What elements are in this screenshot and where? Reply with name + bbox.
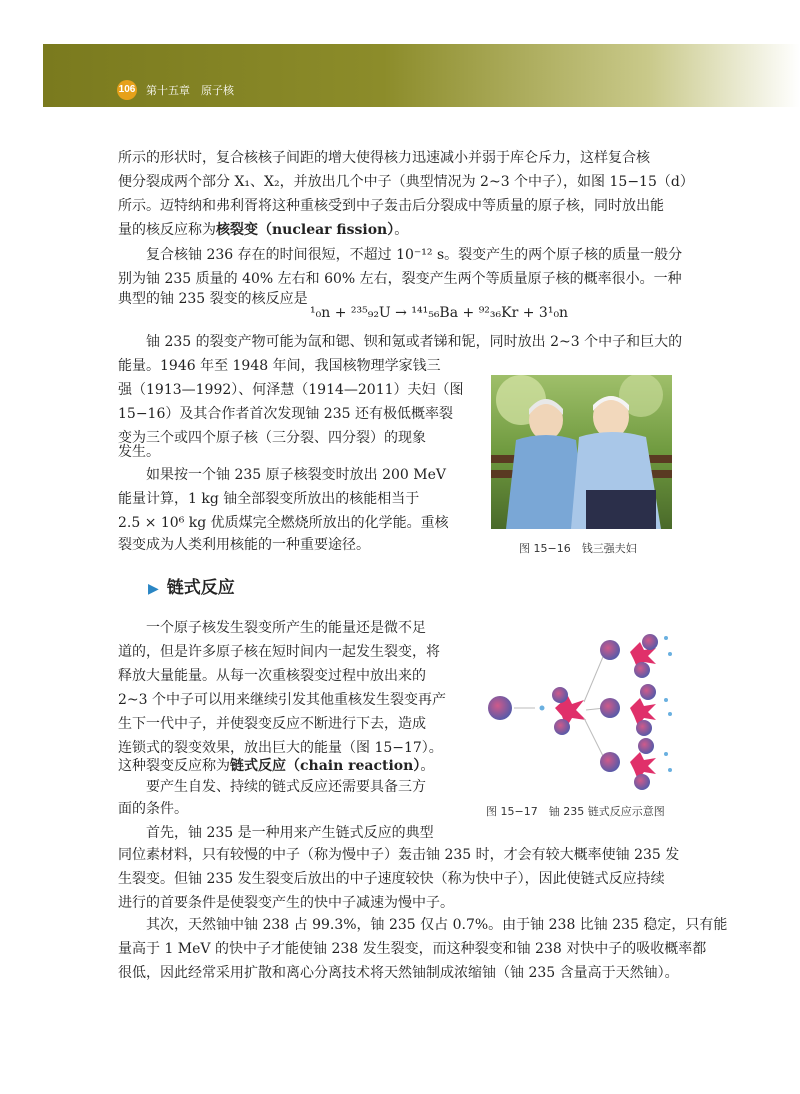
chapter-title: 第十五章 原子核: [146, 84, 234, 97]
section-triangle-icon: ▶: [148, 581, 159, 597]
para5-line2: 道的，但是许多原子核在短时间内一起发生裂变，将: [118, 644, 440, 660]
para5-line3: 释放大量能量。从每一次重核裂变过程中放出来的: [118, 668, 426, 684]
qian-couple-photo: [491, 375, 672, 529]
para5-line4: 2~3 个中子可以用来继续引发其他重核发生裂变再产: [118, 692, 446, 708]
para3-line6: 发生。: [118, 444, 160, 460]
para8-line1: 其次，天然铀中铀 238 占 99.3%，铀 235 仅占 0.7%。由于铀 238 比铀 235 稳定，只有能: [118, 917, 728, 933]
figure-15-16-caption: 图 15−16 钱三强夫妇: [519, 542, 637, 555]
chain-reaction-diagram: [480, 630, 680, 795]
para4-line3: 2.5 × 10⁶ kg 优质煤完全燃烧所放出的化学能。重核: [118, 515, 449, 531]
para1-line2: 便分裂成两个部分 X₁、X₂，并放出几个中子（典型情况为 2~3 个中子），如图 15−15（d）: [118, 174, 694, 190]
para3-line2: 能量。1946 年至 1948 年间，我国核物理学家钱三: [118, 358, 441, 374]
para4-line4: 裂变成为人类利用核能的一种重要途径。: [118, 537, 370, 553]
para1-line3: 所示。迈特纳和弗利胥将这种重核受到中子轰击后分裂成中等质量的原子核，同时放出能: [118, 198, 664, 214]
para6-line3: 首先，铀 235 是一种用来产生链式反应的典型: [118, 825, 434, 841]
term-nuclear-fission: 核裂变（nuclear fission）: [216, 222, 395, 238]
para1-line1: 所示的形状时，复合核核子间距的增大使得核力迅速减小并弱于库仑斥力，这样复合核: [118, 150, 650, 166]
para3-line4: 15−16）及其合作者首次发现铀 235 还有极低概率裂: [118, 406, 453, 422]
figure-15-17-caption: 图 15−17 铀 235 链式反应示意图: [486, 805, 665, 818]
para5-line6: 连锁式的裂变效果，放出巨大的能量（图 15−17）。: [118, 740, 443, 756]
para3-line5: 变为三个或四个原子核（三分裂、四分裂）的现象: [118, 430, 426, 446]
para4-line2: 能量计算，1 kg 铀全部裂变所放出的核能相当于: [118, 491, 420, 507]
para2-line2: 别为铀 235 质量的 40% 左右和 60% 左右，裂变产生两个等质量原子核的概率很小。一种: [118, 271, 682, 287]
para7-line1: 同位素材料，只有较慢的中子（称为慢中子）轰击铀 235 时，才会有较大概率使铀 235 发: [118, 847, 680, 863]
para6-line2: 面的条件。: [118, 801, 188, 817]
section-heading-chain-reaction: ▶ 链式反应: [148, 578, 235, 598]
para6-line1: 要产生自发、持续的链式反应还需要具备三方: [118, 779, 426, 795]
para5-line1: 一个原子核发生裂变所产生的能量还是微不足: [118, 620, 426, 636]
para5-line5: 生下一代中子，并使裂变反应不断进行下去，造成: [118, 716, 426, 732]
page-number-badge: 106: [117, 80, 137, 100]
fission-equation: ¹₀n + ²³⁵₉₂U → ¹⁴¹₅₆Ba + ⁹²₃₆Kr + 3¹₀n: [310, 305, 569, 321]
para2-line3: 典型的铀 235 裂变的核反应是: [118, 291, 308, 307]
para8-line3: 很低，因此经常采用扩散和离心分离技术将天然铀制成浓缩铀（铀 235 含量高于天然铀）。: [118, 965, 679, 981]
para7-line2: 生裂变。但铀 235 发生裂变后放出的中子速度较快（称为快中子），因此使链式反应持续: [118, 871, 665, 887]
para4-line1: 如果按一个铀 235 原子核裂变时放出 200 MeV: [118, 467, 446, 483]
para2-line1: 复合核铀 236 存在的时间很短，不超过 10⁻¹² s。裂变产生的两个原子核的质量一般分: [118, 247, 683, 263]
para7-line3: 进行的首要条件是使裂变产生的快中子减速为慢中子。: [118, 895, 454, 911]
para3-line3: 强（1913—1992）、何泽慧（1914—2011）夫妇（图: [118, 382, 464, 398]
para5-line7: 这种裂变反应称为链式反应（chain reaction）。: [118, 758, 435, 774]
term-chain-reaction: 链式反应（chain reaction）: [230, 758, 421, 774]
para1-line4: 量的核反应称为核裂变（nuclear fission）。: [118, 222, 409, 238]
para3-line1: 铀 235 的裂变产物可能为氙和锶、钡和氪或者锑和铌，同时放出 2~3 个中子和巨大的: [118, 334, 683, 350]
para8-line2: 量高于 1 MeV 的快中子才能使铀 238 发生裂变，而这种裂变和铀 238 对快中子的吸收概率都: [118, 941, 707, 957]
